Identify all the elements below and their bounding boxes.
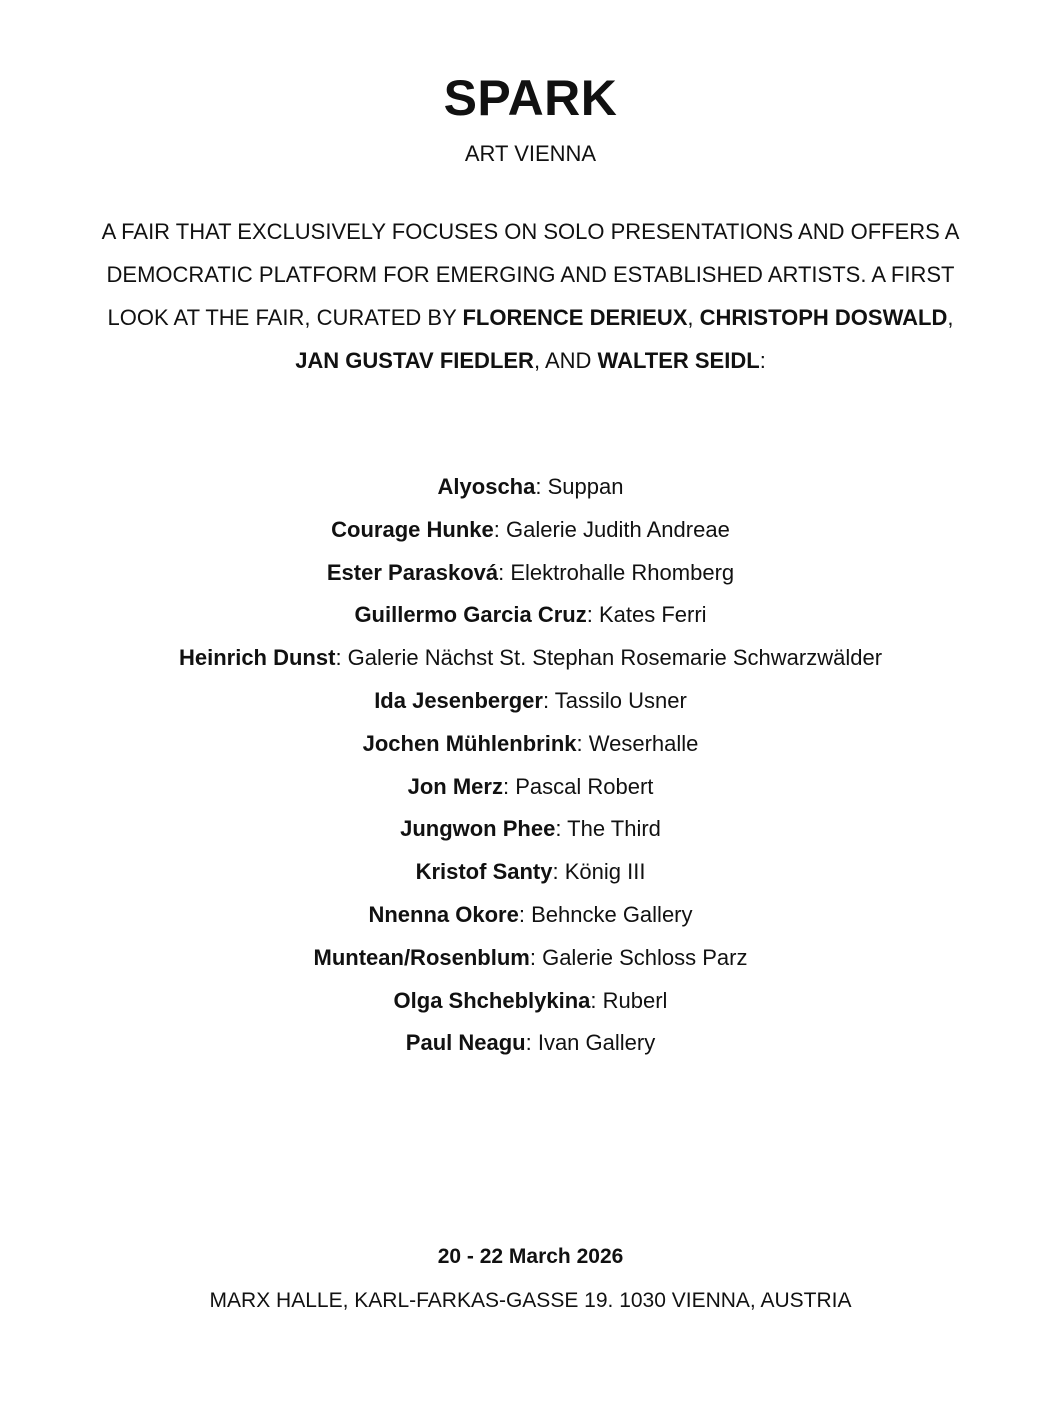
- gallery-name: Pascal Robert: [515, 773, 654, 799]
- gallery-name: Ivan Gallery: [537, 1030, 656, 1056]
- list-item: [60, 509, 1001, 552]
- artist-name: Ida Jesenberger: [374, 687, 543, 713]
- artist-separator: :: [502, 773, 516, 799]
- event-address: MARX HALLE, KARL-FARKAS-GASSE 19. 1030 VIENNA, AUSTRIA: [209, 1289, 852, 1312]
- gallery-name: Suppan: [547, 474, 624, 499]
- list-item: [60, 723, 1001, 766]
- artist-name: Heinrich Dunst: [178, 645, 336, 671]
- intro-paragraph: [90, 210, 971, 382]
- artist-name: Jochen Mühlenbrink: [362, 730, 577, 756]
- gallery-name: Weserhalle: [588, 730, 699, 756]
- intro-separator: ,: [687, 305, 700, 330]
- intro-end: :: [759, 348, 766, 373]
- list-item: [60, 637, 1001, 680]
- gallery-name: Elektrohalle Rhomberg: [510, 559, 735, 585]
- artist-separator: :: [529, 944, 543, 970]
- gallery-name: König III: [564, 859, 646, 885]
- list-item: [60, 980, 1001, 1023]
- page-title: SPARK: [443, 70, 618, 126]
- artist-separator: :: [555, 816, 568, 842]
- artist-name: Muntean/Rosenblum: [313, 944, 530, 970]
- list-item: [60, 766, 1001, 809]
- artist-separator: :: [535, 474, 548, 499]
- artist-name: Courage Hunke: [331, 516, 494, 542]
- event-date: 20 - 22 March 2026: [437, 1245, 624, 1268]
- artist-separator: :: [586, 602, 599, 628]
- intro-separator: , AND: [533, 348, 598, 373]
- artist-name: Jon Merz: [407, 773, 503, 799]
- gallery-name: The Third: [567, 816, 661, 842]
- artist-separator: :: [518, 901, 532, 927]
- artist-separator: :: [493, 516, 506, 542]
- list-item: [60, 552, 1001, 595]
- artist-separator: :: [335, 645, 348, 671]
- artist-separator: :: [590, 987, 603, 1013]
- list-item: [60, 594, 1001, 637]
- list-item: [60, 466, 1001, 509]
- curator-name: JAN GUSTAV FIEDLER: [295, 348, 534, 373]
- gallery-name: Kates Ferri: [598, 602, 707, 628]
- artist-list: [60, 466, 1001, 1065]
- artist-name: Nnenna Okore: [368, 901, 519, 927]
- artist-separator: :: [542, 687, 555, 713]
- gallery-name: Galerie Judith Andreae: [506, 516, 730, 542]
- artist-name: Paul Neagu: [405, 1030, 526, 1056]
- page-subtitle: ART VIENNA: [464, 141, 597, 166]
- list-item: [60, 680, 1001, 723]
- artist-name: Ester Parasková: [326, 559, 499, 585]
- curator-name: FLORENCE DERIEUX: [462, 305, 688, 330]
- list-item: [60, 851, 1001, 894]
- list-item: [60, 808, 1001, 851]
- artist-name: Guillermo Garcia Cruz: [354, 602, 587, 628]
- gallery-name: Behncke Gallery: [531, 901, 693, 927]
- gallery-name: Ruberl: [602, 987, 668, 1013]
- gallery-name: Galerie Nächst St. Stephan Rosemarie Schwarzwälder: [347, 645, 883, 671]
- artist-separator: :: [525, 1030, 538, 1056]
- list-item: [60, 937, 1001, 980]
- curator-name: WALTER SEIDL: [597, 348, 760, 373]
- artist-name: Kristof Santy: [415, 859, 553, 885]
- list-item: [60, 894, 1001, 937]
- intro-separator: ,: [947, 305, 954, 330]
- artist-separator: :: [576, 730, 589, 756]
- artist-name: Olga Shcheblykina: [393, 987, 591, 1013]
- list-item: [60, 1022, 1001, 1065]
- gallery-name: Galerie Schloss Parz: [542, 944, 748, 970]
- artist-separator: :: [552, 859, 565, 885]
- intro-text: A FAIR THAT EXCLUSIVELY FOCUSES ON SOLO PRESENTATIONS AND OFFERS A DEMOCRATIC PLATFORM FOR EMERGING AND ESTABLISHED ARTISTS. A FIRST LOOK AT THE FAIR, CURATED BY: [101, 219, 960, 330]
- artist-name: Jungwon Phee: [400, 816, 556, 842]
- curator-name: CHRISTOPH DOSWALD: [699, 305, 948, 330]
- artist-separator: :: [498, 559, 511, 585]
- artist-name: Alyoscha: [437, 474, 536, 499]
- gallery-name: Tassilo Usner: [554, 687, 687, 713]
